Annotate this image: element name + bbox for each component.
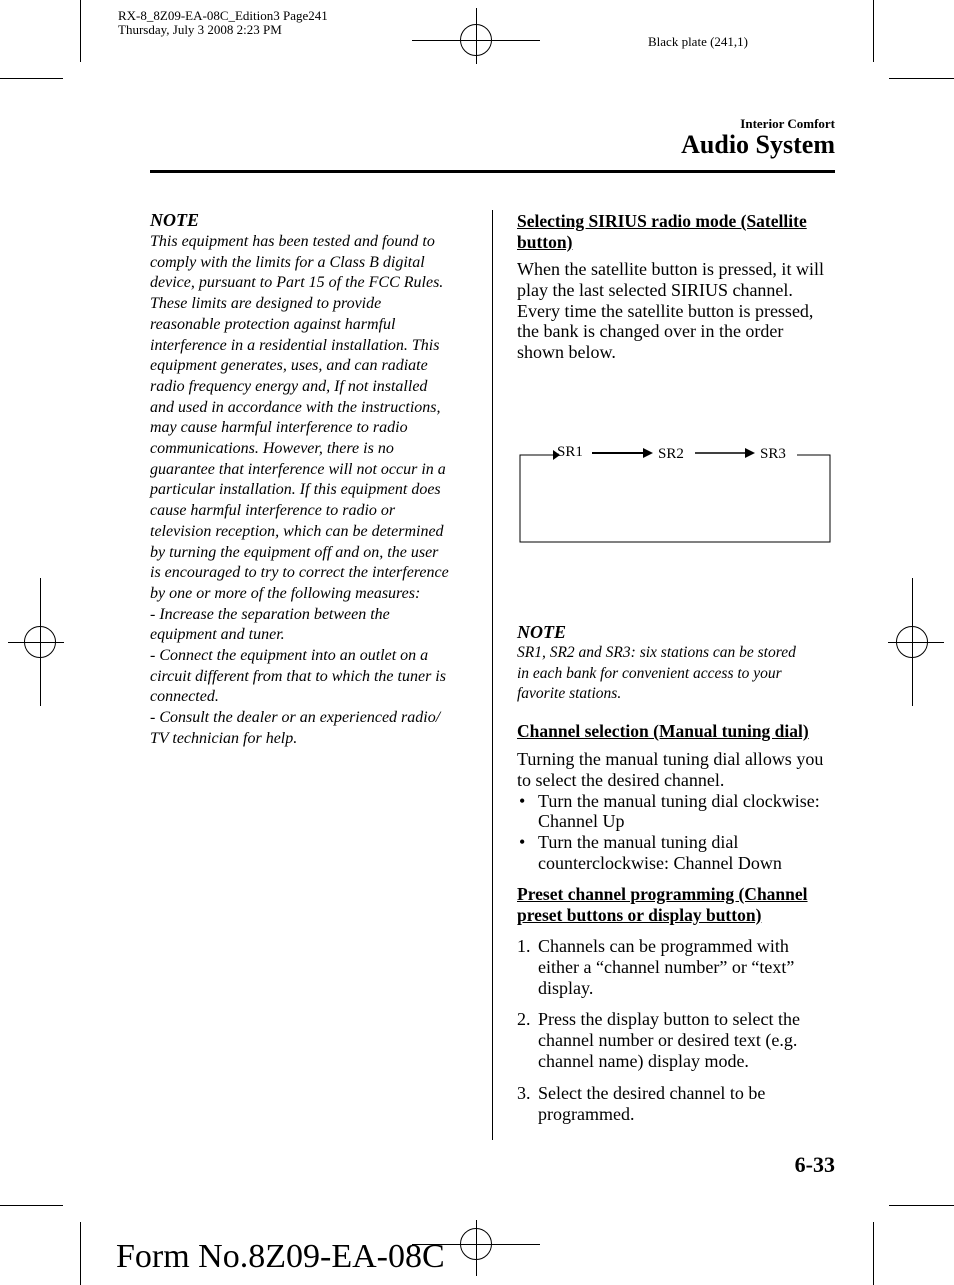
step-line: display. — [538, 977, 594, 998]
note-line: in each bank for convenient access to your — [517, 664, 782, 682]
page-title: Audio System — [681, 130, 835, 159]
note-line: and used in accordance with the instructions, — [150, 398, 441, 416]
body-line: When the satellite button is pressed, it will — [517, 259, 824, 279]
step-line: Channels can be programmed with — [538, 936, 789, 956]
satellite-section — [517, 211, 842, 363]
black-plate-label: Black plate (241,1) — [648, 34, 748, 49]
satellite-body — [517, 259, 842, 363]
note-line: - Connect the equipment into an outlet on a — [150, 647, 429, 665]
fcc-note — [150, 210, 480, 750]
note-line: connected. — [150, 688, 219, 706]
bank-cycle-diagram — [515, 440, 835, 550]
note-line: comply with the limits for a Class B digital — [150, 253, 425, 271]
step-line: Select the desired channel to be — [538, 1082, 766, 1103]
step-number: 3. — [517, 1082, 531, 1103]
satellite-heading-line: button) — [517, 232, 573, 252]
note-body — [150, 232, 480, 750]
note-line: interference in a residential installation. This — [150, 336, 440, 354]
body-line: Turning the manual tuning dial allows you — [517, 749, 824, 769]
preset-section — [517, 884, 842, 1124]
step-line: either a “channel number” or “text” — [538, 956, 795, 977]
body-line: to select the desired channel. — [517, 769, 725, 790]
step-number: 2. — [517, 1009, 531, 1030]
note-line: device, pursuant to Part 15 of the FCC Rules. — [150, 274, 444, 292]
note-line: circuit different from that to which the tuner is — [150, 667, 446, 685]
print-file-line: RX-8_8Z09-EA-08C_Edition3 Page241 — [118, 8, 328, 23]
satellite-heading-line: Selecting SIRIUS radio mode (Satellite — [517, 211, 807, 231]
note-line: These limits are designed to provide — [150, 295, 382, 313]
note-line: favorite stations. — [517, 685, 622, 703]
step-line: channel name) display mode. — [538, 1050, 749, 1071]
note-line: - Increase the separation between the — [150, 605, 390, 623]
crop-mark — [80, 1222, 81, 1285]
note-line: cause harmful interference to radio or — [150, 502, 396, 520]
note-line: television reception, which can be determined — [150, 522, 444, 540]
step-line: programmed. — [538, 1103, 635, 1124]
preset-steps — [517, 936, 842, 1124]
step-line: Press the display button to select the — [538, 1009, 800, 1030]
bullet-line: Turn the manual tuning dial — [538, 832, 739, 853]
note-line: This equipment has been tested and found to — [150, 233, 435, 250]
note-line: equipment and tuner. — [150, 626, 285, 644]
bank-note — [517, 622, 842, 705]
section-category: Interior Comfort — [740, 116, 835, 131]
bullet-line: Turn the manual tuning dial clockwise: — [538, 790, 820, 811]
note-line: by one or more of the following measures: — [150, 584, 421, 602]
note-line: particular installation. If this equipment does — [150, 481, 441, 499]
body-line: shown below. — [517, 342, 616, 363]
bullet-item — [517, 832, 842, 874]
crop-mark — [889, 78, 954, 79]
bullet-dot: • — [519, 832, 526, 853]
channel-heading: Channel selection (Manual tuning dial) — [517, 721, 809, 741]
preset-heading-line: preset buttons or display button) — [517, 905, 762, 925]
header-rule — [150, 170, 835, 173]
note-line: guarantee that interference will not occur in a — [150, 460, 446, 478]
bank-label-sr2: SR2 — [658, 446, 684, 462]
note-line: communications. However, there is no — [150, 440, 394, 458]
body-line: the bank is changed over in the order — [517, 321, 784, 342]
note-line: radio frequency energy and, If not installed — [150, 377, 428, 395]
crop-mark — [873, 0, 874, 62]
preset-heading — [517, 884, 842, 926]
crop-mark — [0, 78, 63, 79]
note-line: - Consult the dealer or an experienced radio/ — [150, 709, 441, 727]
column-divider — [492, 210, 493, 1140]
preset-heading-line: Preset channel programming (Channel — [517, 884, 808, 904]
note-line: may cause harmful interference to radio — [150, 419, 408, 437]
page-number: 6-33 — [794, 1152, 835, 1177]
satellite-heading — [517, 211, 842, 253]
crop-mark — [873, 1222, 874, 1285]
body-line: Every time the satellite button is pressed, — [517, 300, 814, 321]
crop-mark — [0, 1205, 63, 1206]
crop-mark — [889, 1205, 954, 1206]
bank-label-sr1: SR1 — [557, 444, 583, 460]
step-line: channel number or desired text (e.g. — [538, 1030, 798, 1051]
bullet-line: Channel Up — [538, 811, 625, 832]
bullet-item — [517, 791, 842, 833]
crop-mark — [80, 0, 81, 62]
step-item — [517, 1009, 842, 1071]
note-heading: NOTE — [150, 210, 199, 230]
channel-body — [517, 749, 842, 874]
note-heading: NOTE — [517, 622, 566, 642]
note-line: by turning the equipment off and on, the user — [150, 543, 439, 561]
note-line: SR1, SR2 and SR3: six stations can be stored — [517, 644, 796, 661]
form-number: Form No.8Z09-EA-08C — [116, 1238, 445, 1275]
note-line: is encouraged to try to correct the interference — [150, 564, 449, 582]
note-line: reasonable protection against harmful — [150, 315, 396, 333]
note-body — [517, 643, 842, 705]
note-line: TV technician for help. — [150, 729, 298, 747]
bank-label-sr3: SR3 — [760, 446, 786, 462]
note-line: equipment generates, uses, and can radiate — [150, 357, 428, 375]
step-item — [517, 1083, 842, 1125]
channel-section — [517, 721, 842, 874]
bullet-dot: • — [519, 790, 526, 811]
step-number: 1. — [517, 936, 531, 956]
step-item — [517, 936, 842, 998]
bullet-line: counterclockwise: Channel Down — [538, 852, 782, 873]
body-line: play the last selected SIRIUS channel. — [517, 279, 793, 300]
print-date-line: Thursday, July 3 2008 2:23 PM — [118, 22, 282, 37]
